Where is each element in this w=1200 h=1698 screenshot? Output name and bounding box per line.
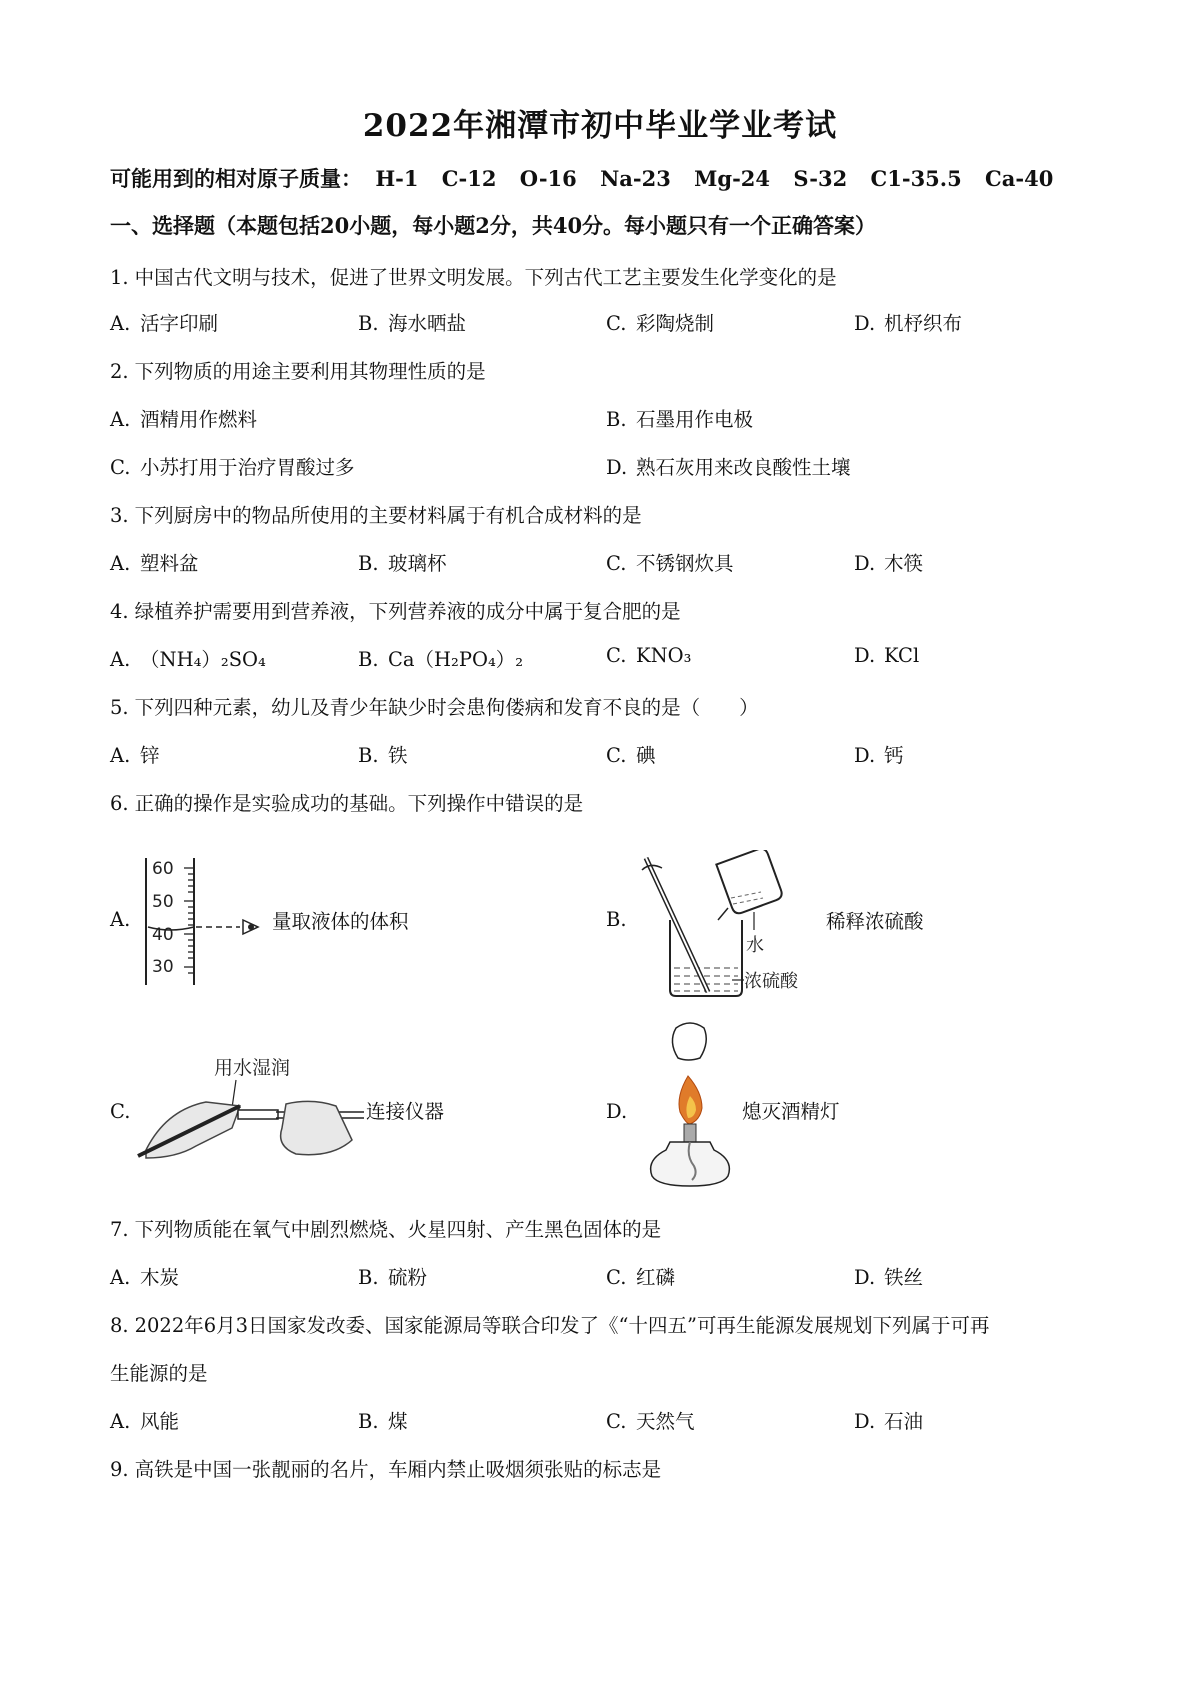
question-2: [110, 356, 486, 384]
connect-tube-figure: [136, 1050, 368, 1168]
figure-b-letter: B.: [606, 908, 627, 931]
option-a: A. 锌: [110, 744, 160, 767]
question-6: [110, 788, 583, 816]
question-number: 1.: [110, 266, 129, 289]
cylinder-tick-label: 60: [152, 859, 174, 879]
atomic-mass-label: 可能用到的相对原子质量：: [110, 166, 362, 191]
option-d: D. 铁丝: [854, 1266, 924, 1289]
question-number: 4.: [110, 600, 129, 623]
question-4: [110, 596, 681, 624]
figure-b-caption: 稀释浓硫酸: [826, 910, 924, 933]
option-c: C. 不锈钢炊具: [606, 552, 734, 575]
cylinder-tick-label: 50: [152, 892, 174, 912]
question-text: 下列厨房中的物品所使用的主要材料属于有机合成材料的是: [134, 504, 642, 527]
question-number: 9.: [110, 1458, 129, 1481]
option-b: B. 煤: [358, 1410, 408, 1433]
question-1: [110, 262, 837, 290]
option-c: C. 红磷: [606, 1266, 676, 1289]
atomic-mass-item: O-16: [519, 166, 577, 191]
cylinder-tick-label: 30: [152, 957, 174, 977]
question-8-continued: 生能源的是: [110, 1362, 208, 1385]
figure-c-letter: C.: [110, 1100, 131, 1123]
option-b: B. 玻璃杯: [358, 552, 447, 575]
atomic-mass-item: S-32: [793, 166, 848, 191]
question-text: 2022年6月3日国家发改委、国家能源局等联合印发了《“十四五”可再生能源发展规划下列属于可再: [134, 1314, 990, 1337]
option-d: D. KCl: [854, 644, 920, 667]
atomic-mass-line: [110, 163, 1069, 193]
atomic-mass-item: C-12: [441, 166, 497, 191]
atomic-mass-item: C1-35.5: [870, 166, 962, 191]
figure-a-caption: 量取液体的体积: [272, 910, 409, 933]
option-c: C. 天然气: [606, 1410, 695, 1433]
figure-c-caption: 连接仪器: [366, 1100, 445, 1123]
question-number: 6.: [110, 792, 129, 815]
option-a: A. 风能: [110, 1410, 180, 1433]
question-9: [110, 1454, 661, 1482]
option-c: C. 彩陶烧制: [606, 312, 715, 335]
figure-d-letter: D.: [606, 1100, 628, 1123]
question-text: 下列四种元素，幼儿及青少年缺少时会患佝偻病和发育不良的是（ ）: [134, 696, 759, 719]
alcohol-lamp-figure: [636, 1016, 736, 1190]
exam-title: 2022年湘潭市初中毕业学业考试: [362, 108, 838, 144]
question-8: [110, 1310, 990, 1338]
question-text: 绿植养护需要用到营养液，下列营养液的成分中属于复合肥的是: [134, 600, 681, 623]
graduated-cylinder-figure: [140, 850, 280, 990]
question-5: [110, 692, 759, 720]
option-c: C. KNO₃: [606, 644, 692, 667]
option-a: A. 木炭: [110, 1266, 180, 1289]
question-text: 中国古代文明与技术，促进了世界文明发展。下列古代工艺主要发生化学变化的是: [134, 266, 837, 289]
atomic-mass-item: Ca-40: [985, 166, 1054, 191]
option-b: B. Ca（H₂PO₄）₂: [358, 648, 524, 671]
option-a: A. 活字印刷: [110, 312, 219, 335]
option-a: A. （NH₄）₂SO₄: [110, 648, 266, 671]
option-c: C. 碘: [606, 744, 656, 767]
question-number: 2.: [110, 360, 129, 383]
atomic-mass-item: Mg-24: [694, 166, 771, 191]
section-heading: 一、选择题（本题包括20小题，每小题2分，共40分。每小题只有一个正确答案）: [110, 213, 877, 238]
option-d: D. 熟石灰用来改良酸性土壤: [606, 456, 851, 479]
option-a: A. 塑料盆: [110, 552, 199, 575]
option-b: B. 硫粉: [358, 1266, 428, 1289]
question-text: 高铁是中国一张靓丽的名片，车厢内禁止吸烟须张贴的标志是: [134, 1458, 662, 1481]
option-d: D. 木筷: [854, 552, 924, 575]
option-b: B. 石墨用作电极: [606, 408, 754, 431]
lamp-cap-icon: [672, 1023, 706, 1060]
question-number: 8.: [110, 1314, 129, 1337]
question-7: [110, 1214, 661, 1242]
option-a: A. 酒精用作燃料: [110, 408, 258, 431]
question-number: 7.: [110, 1218, 129, 1241]
dilute-acid-figure: [636, 850, 816, 1000]
option-b: B. 海水晒盐: [358, 312, 467, 335]
atomic-mass-item: H-1: [375, 166, 419, 191]
option-d: D. 石油: [854, 1410, 924, 1433]
option-c: C. 小苏打用于治疗胃酸过多: [110, 456, 355, 479]
figure-a-letter: A.: [110, 908, 131, 931]
atomic-mass-item: Na-23: [600, 166, 671, 191]
cylinder-tick-label: 40: [152, 925, 174, 945]
question-3: [110, 500, 642, 528]
option-d: D. 机杼织布: [854, 312, 963, 335]
water-label: 水: [746, 935, 764, 956]
wet-with-water-label: 用水湿润: [214, 1057, 291, 1079]
question-number: 3.: [110, 504, 129, 527]
question-number: 5.: [110, 696, 129, 719]
acid-label: 浓硫酸: [744, 971, 798, 992]
figure-d-caption: 熄灭酒精灯: [742, 1100, 840, 1123]
question-text: 下列物质的用途主要利用其物理性质的是: [134, 360, 486, 383]
option-b: B. 铁: [358, 744, 408, 767]
option-d: D. 钙: [854, 744, 904, 767]
question-text: 正确的操作是实验成功的基础。下列操作中错误的是: [134, 792, 584, 815]
question-text: 下列物质能在氧气中剧烈燃烧、火星四射、产生黑色固体的是: [134, 1218, 662, 1241]
